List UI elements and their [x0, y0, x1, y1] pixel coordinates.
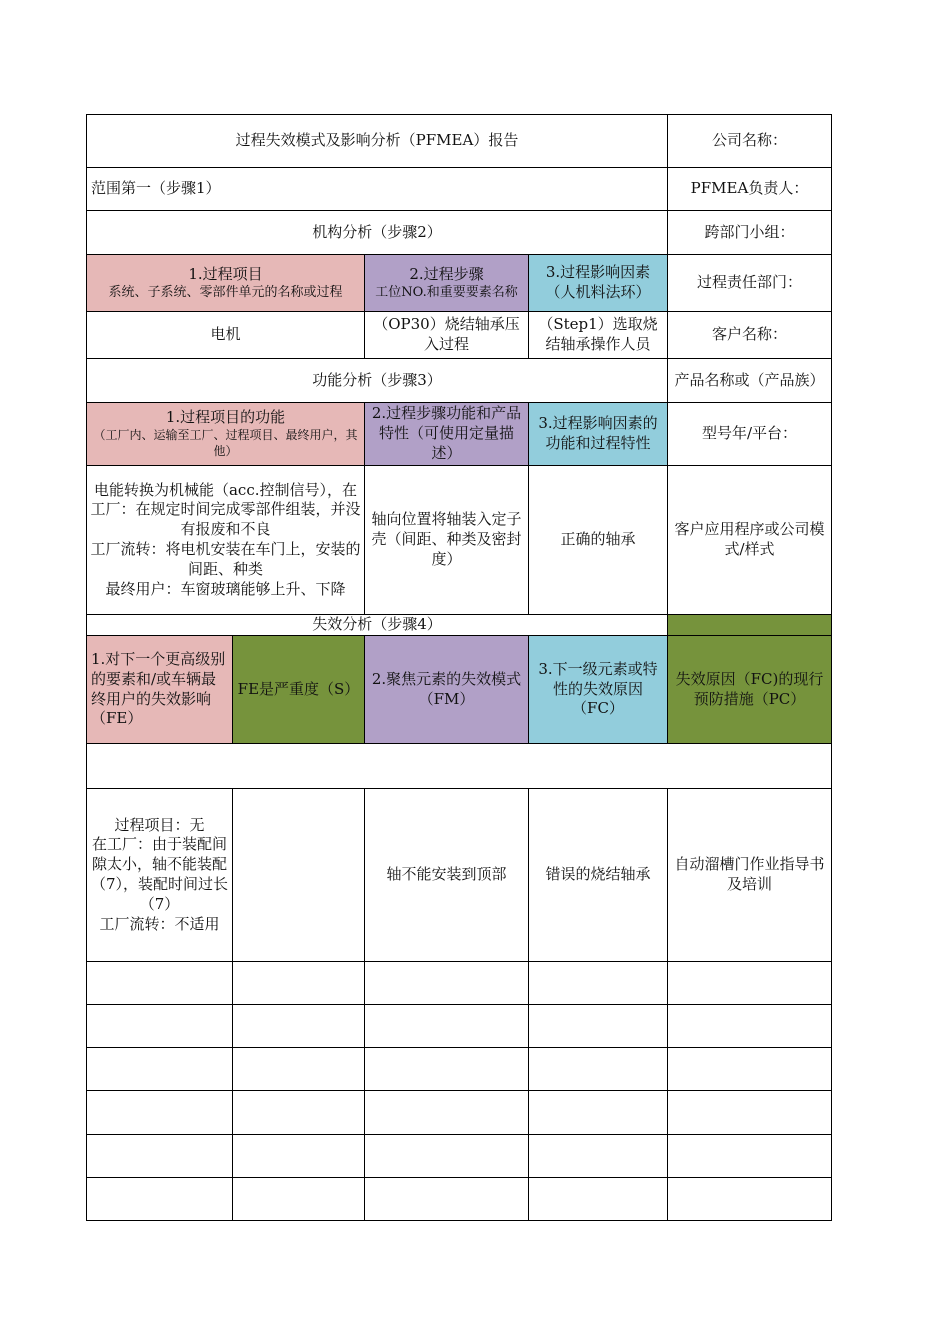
empty-cell — [364, 1134, 529, 1178]
empty-cell — [86, 1047, 233, 1091]
report-title: 过程失效模式及影响分析（PFMEA）报告 — [86, 114, 668, 168]
empty-cell — [232, 961, 365, 1005]
empty-cell — [667, 1177, 832, 1221]
failure-mode-value: 轴不能安装到顶部 — [364, 788, 529, 962]
pfmea-owner-label: PFMEA负责人： — [667, 167, 832, 211]
scope-label: 范围第一（步骤1） — [86, 167, 668, 211]
empty-cell — [232, 1090, 365, 1135]
failure-col-effect: 1.对下一个更高级别的要素和/或车辆最终用户的失效影响（FE） — [86, 635, 233, 744]
failure-col-mode: 2.聚焦元素的失效模式（FM） — [364, 635, 529, 744]
function-item-value: 电能转换为机械能（acc.控制信号），在工厂：在规定时间完成零部件组装，并没有报废和不良 工厂流转：将电机安装在车门上，安装的间距、种类 最终用户：车窗玻璃能够上升、下降 — [86, 465, 365, 615]
function-col1-sub: （工厂内、运输至工厂、过程项目、最终用户，其他） — [93, 428, 358, 458]
empty-cell — [364, 1090, 529, 1135]
failure-col-cause: 3.下一级元素或特性的失效原因（FC） — [528, 635, 668, 744]
empty-cell — [232, 1177, 365, 1221]
empty-cell — [232, 1004, 365, 1048]
empty-cell — [86, 1090, 233, 1135]
structure-col2-sub: 工位NO.和重要要素名称 — [375, 285, 518, 301]
failure-col-prevention: 失效原因（FC)的现行预防措施（PC） — [667, 635, 832, 744]
blank-row — [86, 743, 832, 789]
empty-cell — [667, 1090, 832, 1135]
structure-step-value: （OP30）烧结轴承压入过程 — [364, 311, 529, 359]
empty-cell — [528, 1004, 668, 1048]
function-col-factor: 3.过程影响因素的功能和过程特性 — [528, 402, 668, 466]
empty-cell — [86, 961, 233, 1005]
empty-cell — [528, 1134, 668, 1178]
empty-cell — [364, 961, 529, 1005]
customer-application-label: 客户应用程序或公司模式/样式 — [667, 465, 832, 615]
failure-analysis-label: 失效分析（步骤4） — [86, 614, 668, 636]
empty-cell — [232, 1047, 365, 1091]
failure-prevention-value: 自动溜槽门作业指导书及培训 — [667, 788, 832, 962]
model-year-label: 型号年/平台： — [667, 402, 832, 466]
failure-effect-value: 过程项目：无 在工厂：由于装配间隙太小，轴不能装配（7），装配时间过长（7） 工厂流转：不适用 — [86, 788, 233, 962]
structure-col-process-item — [86, 254, 365, 312]
failure-green-spacer — [667, 614, 832, 636]
structure-analysis-label: 机构分析（步骤2） — [86, 210, 668, 255]
empty-cell — [667, 961, 832, 1005]
structure-item-value: 电机 — [86, 311, 365, 359]
structure-col-factor: 3.过程影响因素（人机料法环） — [528, 254, 668, 312]
empty-cell — [528, 961, 668, 1005]
failure-severity-value — [232, 788, 365, 962]
failure-col-severity: FE是严重度（S） — [232, 635, 365, 744]
structure-col2-title: 2.过程步骤 — [409, 264, 484, 283]
function-analysis-label: 功能分析（步骤3） — [86, 358, 668, 403]
empty-cell — [667, 1004, 832, 1048]
team-label: 跨部门小组： — [667, 210, 832, 255]
product-name-label: 产品名称或（产品族） — [667, 358, 832, 403]
customer-name-label: 客户名称： — [667, 311, 832, 359]
function-col-process-item — [86, 402, 365, 466]
empty-cell — [232, 1134, 365, 1178]
structure-col1-sub: 系统、子系统、零部件单元的名称或过程 — [108, 285, 343, 301]
empty-cell — [86, 1177, 233, 1221]
empty-cell — [86, 1004, 233, 1048]
function-col1-title: 1.过程项目的功能 — [165, 408, 286, 427]
empty-cell — [528, 1177, 668, 1221]
function-factor-value: 正确的轴承 — [528, 465, 668, 615]
structure-factor-value: （Step1）选取烧结轴承操作人员 — [528, 311, 668, 359]
empty-cell — [667, 1134, 832, 1178]
function-col-process-step: 2.过程步骤功能和产品特性（可使用定量描述） — [364, 402, 529, 466]
empty-cell — [667, 1047, 832, 1091]
empty-cell — [364, 1004, 529, 1048]
empty-cell — [364, 1047, 529, 1091]
empty-cell — [528, 1047, 668, 1091]
structure-col-process-step — [364, 254, 529, 312]
empty-cell — [528, 1090, 668, 1135]
company-name-label: 公司名称： — [667, 114, 832, 168]
empty-cell — [86, 1134, 233, 1178]
failure-cause-value: 错误的烧结轴承 — [528, 788, 668, 962]
responsible-dept-label: 过程责任部门： — [667, 254, 832, 312]
structure-col1-title: 1.过程项目 — [188, 264, 263, 283]
function-step-value: 轴向位置将轴装入定子壳（间距、种类及密封度） — [364, 465, 529, 615]
empty-cell — [364, 1177, 529, 1221]
